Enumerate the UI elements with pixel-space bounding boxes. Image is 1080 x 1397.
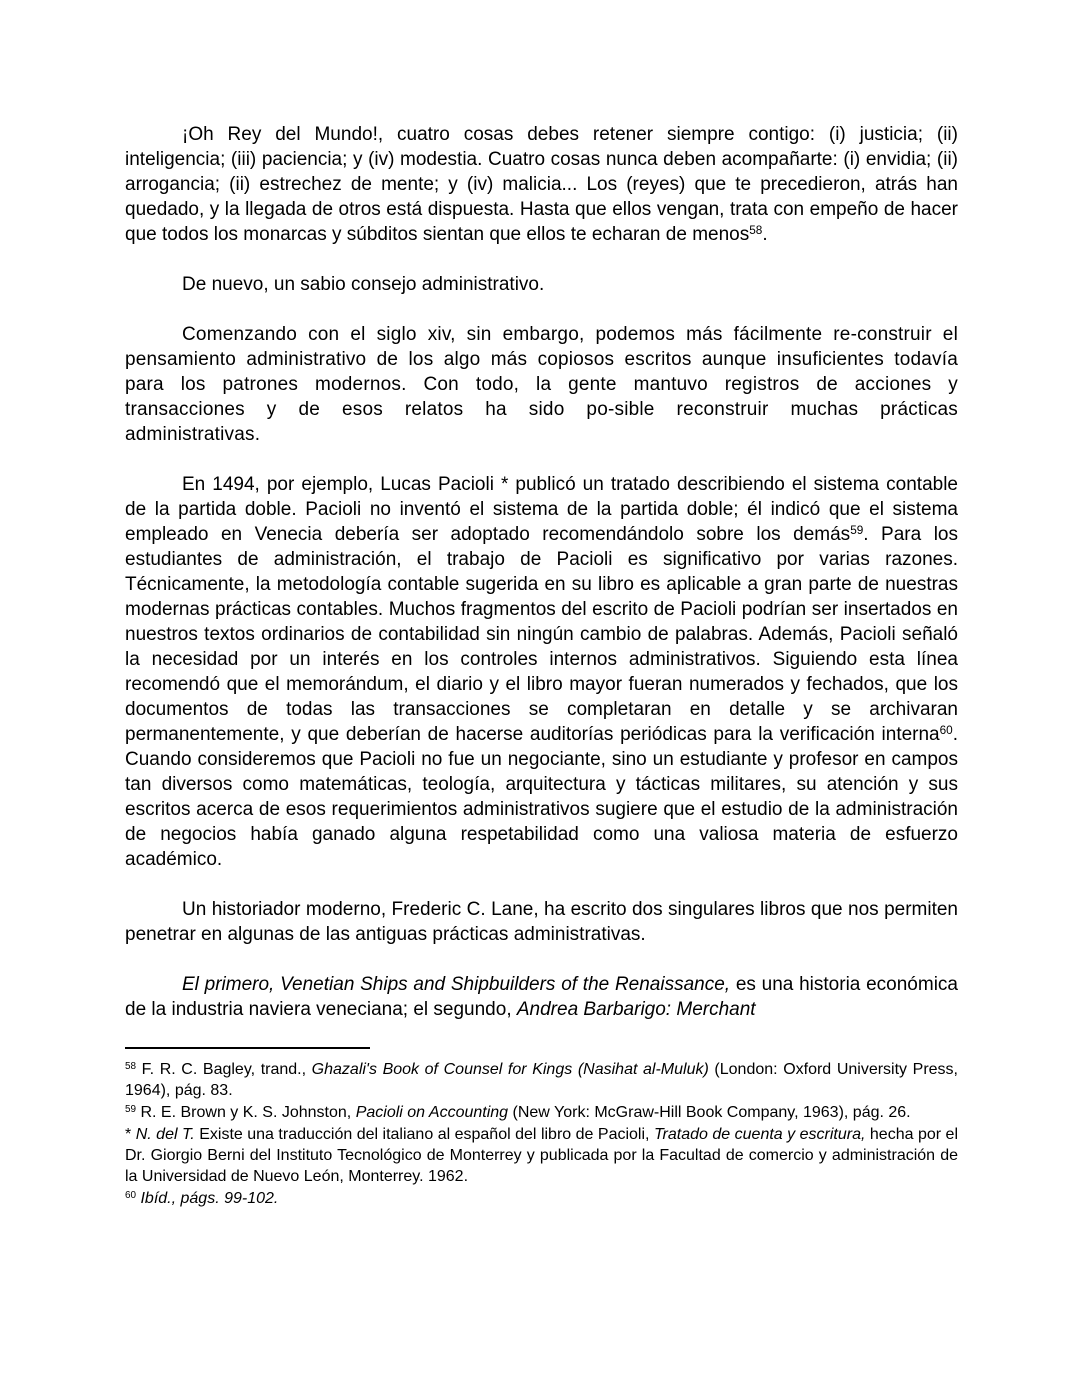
- text-segment: Comenzando con el siglo xiv, sin embargo, podemos más fácilmente re-construir el pensamiento administrativo de los algo más copiosos escritos aunque insuficientes todavía para los patrones modernos. Con todo, la gente mantuvo registros de acciones y transacciones y de esos relatos ha sido po-sible reconstruir muchas prácticas administrativas.: [125, 324, 958, 445]
- text-segment: (London: Oxford University Press, 1964), pág. 83.: [125, 1061, 959, 1099]
- text-segment: hecha por el Dr. Giorgio Berni del Instituto Tecnológico de Monterrey y publicada por la Facultad de comercio y administración de la Universidad de Nuevo León, Monterrey. 1962.: [125, 1126, 959, 1185]
- footnote-59: [125, 1102, 958, 1123]
- footnote-60: [125, 1188, 958, 1209]
- text-segment: El primero, Venetian Ships and Shipbuilders of the Renaissance,: [182, 974, 731, 995]
- text-segment: . Para los estudiantes de administración, el trabajo de Pacioli es significativo por varias razones. Técnicamente, la metodología contable sugerida en su libro es aplicable a gran parte de nuestras modernas prácticas contables. Muchos fragmentos del escrito de Pacioli podrían ser insertados en nuestros textos ordinarios de contabilidad sin ningún cambio de palabras. Además, Pacioli señaló la necesidad por un interés en los controles internos administrativos. Siguiendo esta línea recomendó que el memorándum, el diario y el libro mayor fueran numerados y fechados, que los documentos de todas las transacciones se completaran en detalle y se archivaran permanentemente, y que deberían de hacerse auditorías periódicas para la verificación interna: [125, 524, 958, 745]
- text-segment: En 1494, por ejemplo, Lucas Pacioli * publicó un tratado describiendo el sistema contable de la partida doble. Pacioli no inventó el sistema de la partida doble; él indicó que el sistema empleado en Venecia debería ser adoptado recomendándolo sobre los demás: [125, 474, 958, 545]
- text-segment: . Cuando consideremos que Pacioli no fue un negociante, sino un estudiante y profesor en campos tan diversos como matemáticas, teología, arquitectura y tácticas militares, su atención y sus escritos acerca de esos requerimientos administrativos sugiere que el estudio de la administración de negocios había ganado alguna respetabilidad como una valiosa materia de esfuerzo académico.: [125, 724, 958, 870]
- body-paragraph-2: [125, 322, 958, 447]
- text-segment: Ibíd., págs. 99-102.: [140, 1190, 279, 1207]
- footnote-reference: 59: [125, 1103, 137, 1115]
- body-paragraph-1: [125, 272, 958, 297]
- document-page: [125, 122, 958, 1210]
- text-segment: (New York: McGraw-Hill Book Company, 1963), pág. 26.: [508, 1104, 911, 1121]
- body-paragraph-3: [125, 472, 958, 872]
- text-segment: Ghazali's Book of Counsel for Kings (Nasihat al-Muluk): [311, 1061, 709, 1078]
- text-segment: R. E. Brown y K. S. Johnston,: [136, 1104, 356, 1121]
- body-paragraph-5: [125, 972, 958, 1022]
- text-segment: es una historia económica de la industria naviera veneciana; el segundo,: [125, 974, 958, 1020]
- footnote-reference: 58: [125, 1060, 137, 1072]
- footnote-58: [125, 1059, 958, 1101]
- text-segment: .: [762, 224, 768, 245]
- text-segment: Un historiador moderno, Frederic C. Lane, ha escrito dos singulares libros que nos permiten penetrar en algunas de las antiguas prácticas administrativas.: [125, 899, 958, 945]
- text-segment: *: [125, 1126, 136, 1143]
- body-paragraph-4: [125, 897, 958, 947]
- footnote-reference: 59: [850, 523, 864, 537]
- text-segment: ¡Oh Rey del Mundo!, cuatro cosas debes retener siempre contigo: (i) justicia; (ii) inteligencia; (iii) paciencia; y (iv) modestia. Cuatro cosas nunca deben acompañarte: (i) envidia; (ii) arrogancia; (ii) estrechez de mente; y (iv) malicia... Los (reyes) que te precedieron, atrás han quedado, y la llegada de otros está dispuesta. Hasta que ellos vengan, trata con empeño de hacer que todos los monarcas y súbditos sientan que ellos te echaran de menos: [125, 124, 958, 245]
- text-segment: F. R. C. Bagley, trand.,: [136, 1061, 312, 1078]
- text-segment: N. del T.: [135, 1126, 195, 1143]
- text-segment: De nuevo, un sabio consejo administrativo.: [182, 274, 545, 295]
- document-paragraphs: [125, 122, 958, 1022]
- footnote-reference: 58: [749, 223, 763, 237]
- quote-paragraph: [125, 122, 958, 247]
- text-segment: Tratado de cuenta y escritura,: [653, 1126, 866, 1143]
- footnote-list: [125, 1059, 958, 1209]
- text-segment: Existe una traducción del italiano al español del libro de Pacioli,: [194, 1126, 654, 1143]
- footnote-reference: 60: [125, 1189, 137, 1201]
- text-segment: Pacioli on Accounting: [355, 1104, 509, 1121]
- footnote-separator: [125, 1047, 370, 1049]
- footnote-asterisk: [125, 1124, 958, 1187]
- footnote-reference: 60: [939, 723, 953, 737]
- text-segment: Andrea Barbarigo: Merchant: [516, 999, 756, 1020]
